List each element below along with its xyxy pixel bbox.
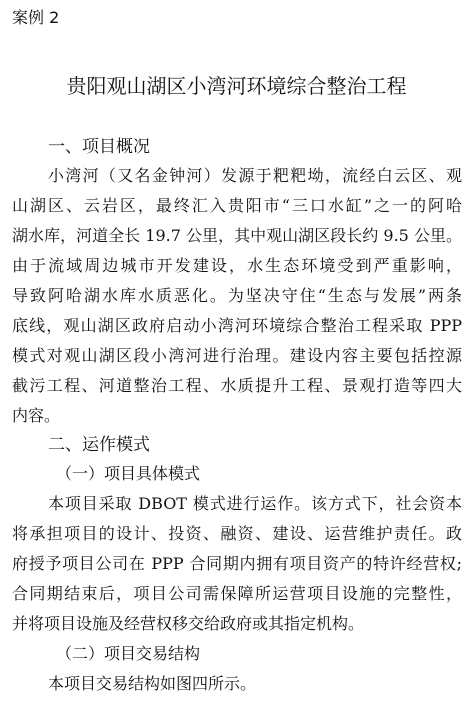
section-heading-operation-mode: 二、运作模式 [48, 435, 150, 455]
section-heading-overview: 一、项目概况 [48, 137, 150, 157]
paragraph-line: 导致阿哈湖水库水质恶化。为坚决守住“生态与发展”两条 [12, 286, 462, 305]
paragraph-line: 湖水库，河道全长 19.7 公里，其中观山湖区段长约 9.5 公里。 [12, 226, 462, 245]
subsection-heading-transaction-structure: （二）项目交易结构 [56, 644, 201, 663]
paragraph-line: 模式对观山湖区段小湾河进行治理。建设内容主要包括控源 [12, 346, 462, 365]
subsection-heading-specific-mode: （一）项目具体模式 [56, 464, 201, 483]
paragraph-line: 底线，观山湖区政府启动小湾河环境综合整治工程采取 PPP [12, 316, 462, 335]
paragraph-line: 府授予项目公司在 PPP 合同期内拥有项目资产的特许经营权; [12, 554, 462, 573]
paragraph-line: 小湾河（又名金钟河）发源于粑粑坳，流经白云区、观 [48, 166, 462, 185]
paragraph-line: 内容。 [12, 406, 61, 425]
paragraph-line: 将承担项目的设计、投资、融资、建设、运营维护责任。政 [12, 524, 462, 543]
paragraph-line: 合同期结束后，项目公司需保障所运营项目设施的完整性， [12, 584, 462, 603]
paragraph-line: 并将项目设施及经营权移交给政府或其指定机构。 [12, 614, 365, 633]
paragraph-line: 山湖区、云岩区，最终汇入贵阳市“三口水缸”之一的阿哈 [12, 196, 462, 215]
paragraph-line: 本项目采取 DBOT 模式进行运作。该方式下，社会资本 [48, 494, 462, 513]
paragraph-line: 由于流域周边城市开发建设，水生态环境受到严重影响， [12, 256, 462, 275]
case-label: 案例 2 [12, 8, 60, 27]
paragraph-line: 本项目交易结构如图四所示。 [48, 674, 257, 693]
paragraph-line: 截污工程、河道整治工程、水质提升工程、景观打造等四大 [12, 376, 462, 395]
document-title: 贵阳观山湖区小湾河环境综合整治工程 [66, 74, 407, 98]
